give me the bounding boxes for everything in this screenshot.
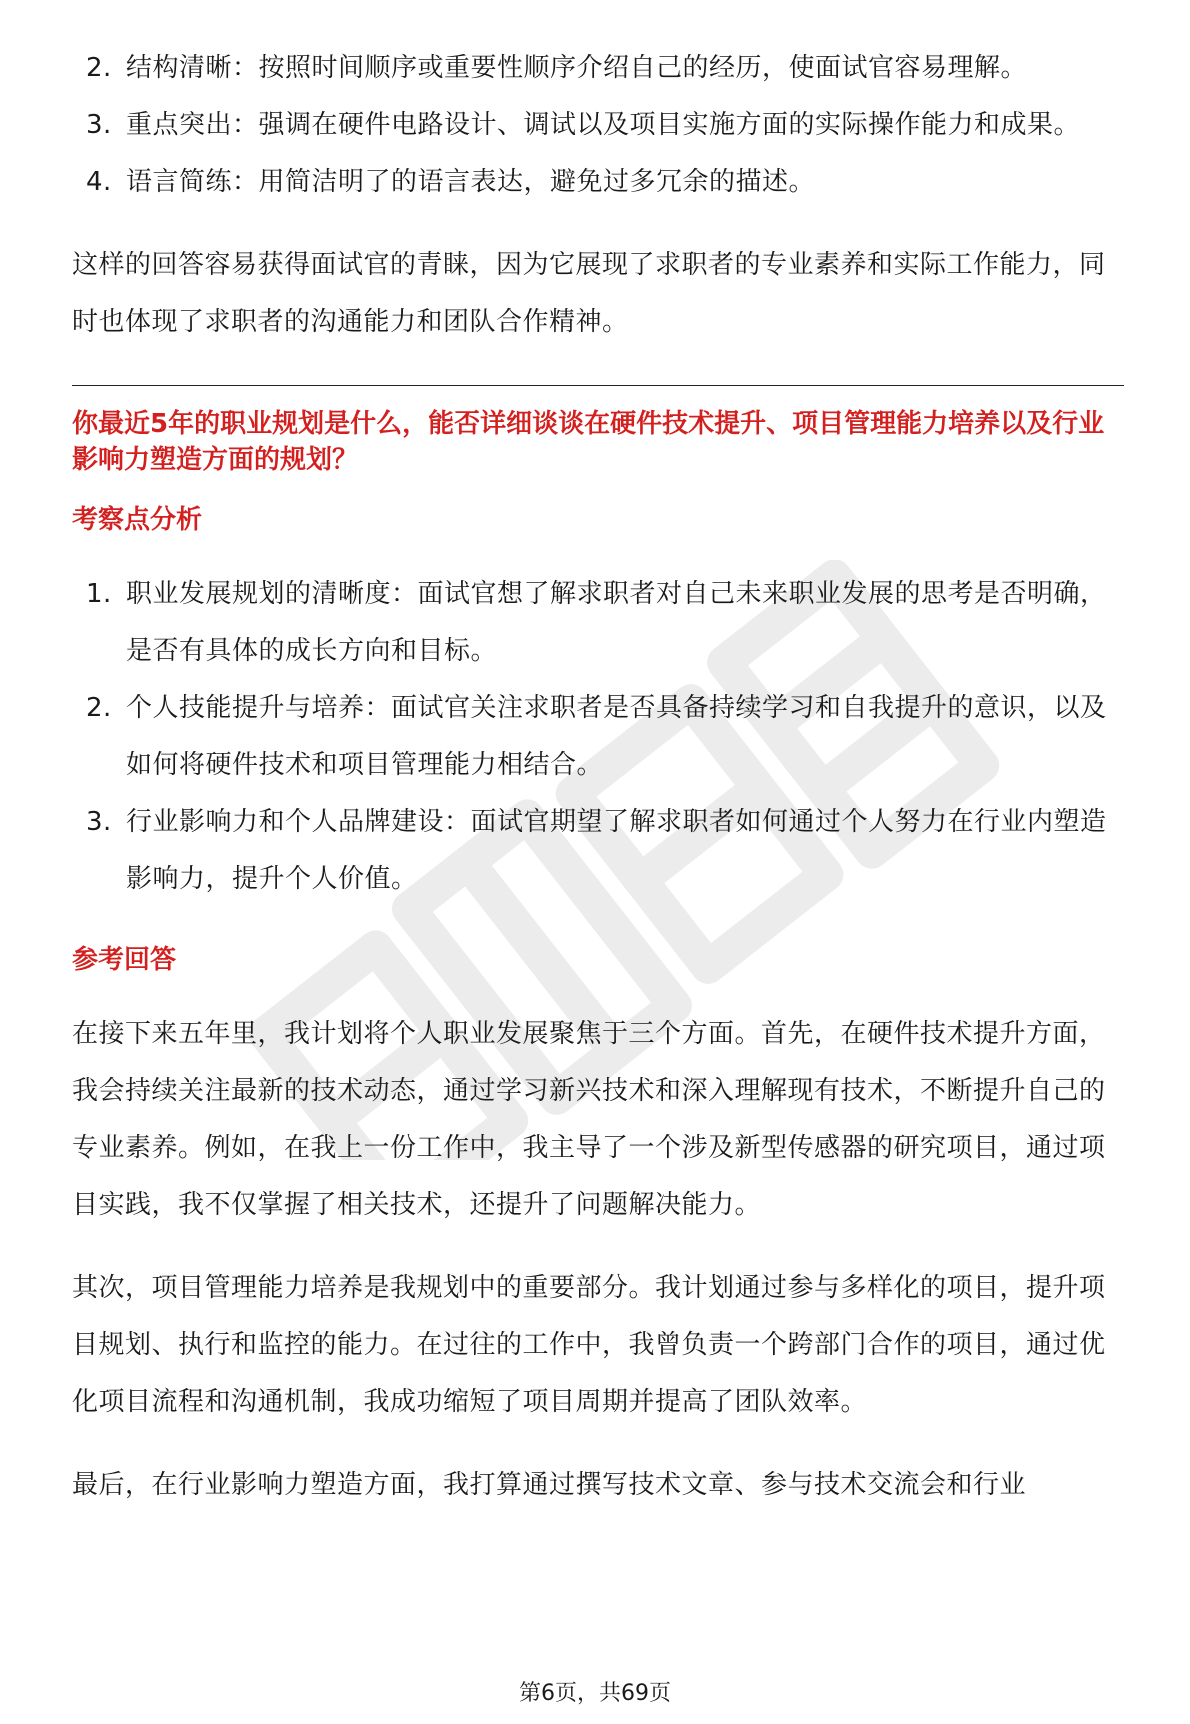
analysis-heading: 考察点分析 — [72, 505, 203, 535]
top-list — [72, 40, 1122, 211]
summary-paragraph: 这样的回答容易获得面试官的青睐，因为它展现了求职者的专业素养和实际工作能力，同时也体现了求职者的沟通能力和团队合作精神。 — [72, 250, 1106, 337]
question-title: 你最近5年的职业规划是什么，能否详细谈谈在硬件技术提升、项目管理能力培养以及行业影响力塑造方面的规划？ — [72, 409, 1105, 475]
list-item: 3. 重点突出：强调在硬件电路设计、调试以及项目实施方面的实际操作能力和成果。 — [86, 110, 1081, 140]
list-item: 4. 语言简练：用简洁明了的语言表达，避免过多冗余的描述。 — [86, 167, 816, 197]
answer-paragraph: 在接下来五年里，我计划将个人职业发展聚焦于三个方面。首先，在硬件技术提升方面，我会持续关注最新的技术动态，通过学习新兴技术和深入理解现有技术，不断提升自己的专业素养。例如，在我上一份工作中，我主导了一个涉及新型传感器的研究项目，通过项目实践，我不仅掌握了相关技术，还提升了问题解决能力。 — [72, 1019, 1106, 1220]
answer-paragraph: 其次，项目管理能力培养是我规划中的重要部分。我计划通过参与多样化的项目，提升项目规划、执行和监控的能力。在过往的工作中，我曾负责一个跨部门合作的项目，通过优化项目流程和沟通机制，我成功缩短了项目周期并提高了团队效率。 — [72, 1273, 1106, 1417]
answer-heading: 参考回答 — [72, 945, 177, 975]
answer-paragraph: 最后，在行业影响力塑造方面，我打算通过撰写技术文章、参与技术交流会和行业 — [72, 1470, 1027, 1500]
list-item: 3. 行业影响力和个人品牌建设：面试官期望了解求职者如何通过个人努力在行业内塑造影响力，提升个人价值。 — [86, 807, 1107, 894]
list-item: 2. 结构清晰：按照时间顺序或重要性顺序介绍自己的经历，使面试官容易理解。 — [86, 53, 1028, 83]
section-divider — [72, 385, 1124, 386]
list-item: 1. 职业发展规划的清晰度：面试官想了解求职者对自己未来职业发展的思考是否明确，是否有具体的成长方向和目标。 — [86, 579, 1107, 666]
document-page — [72, 40, 1122, 1514]
analysis-list — [72, 566, 1122, 908]
page-footer: 第6页，共69页 — [519, 1681, 671, 1706]
list-item: 2. 个人技能提升与培养：面试官关注求职者是否具备持续学习和自我提升的意识，以及如何将硬件技术和项目管理能力相结合。 — [86, 693, 1107, 780]
